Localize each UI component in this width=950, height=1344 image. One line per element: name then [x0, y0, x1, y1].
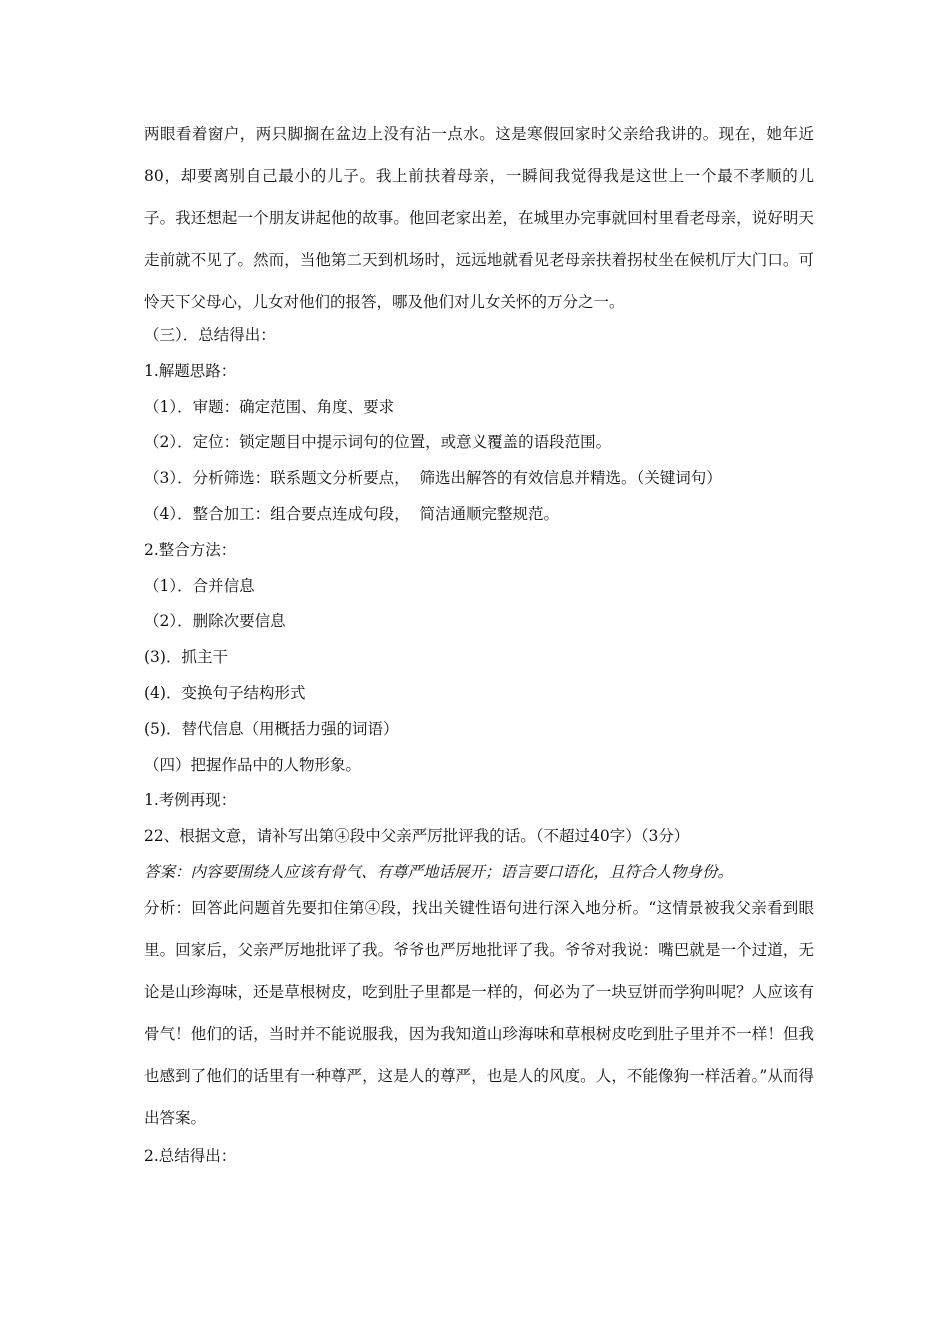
method-item: （2）．删除次要信息 — [144, 612, 286, 631]
summary-title: 2.总结得出： — [144, 1146, 237, 1165]
question-text: 22、根据文意，请补写出第④段中父亲严厉批评我的话。（不超过40字）（3分） — [144, 827, 690, 846]
method-item: （1）．合并信息 — [144, 576, 255, 595]
section-3 — [144, 318, 814, 748]
analysis-text: 分析：回答此问题首先要扣住第④段，找出关键性语句进行深入地分析。“这情景被我父亲看到眼里。回家后，父亲严厉地批评了我。爷爷也严厉地批评了我。爷爷对我说：嘴巴就是一个过道，无论是山珍海味，还是草根树皮，吃到肚子里都是一样的，何必为了一块豆饼而学狗叫呢？人应该有骨气！他们的话，当时并不能说服我，因为我知道山珍海味和草根树皮吃到肚子里并不一样！但我也感到了他们的话里有一种尊严，这是人的尊严，也是人的风度。人，不能像狗一样活着。”从而得出答案。 — [144, 898, 814, 1127]
section-4-heading: （四）把握作品中的人物形象。 — [144, 755, 362, 774]
answer-text: 答案：内容要围绕人应该有骨气、有尊严地话展开；语言要口语化，且符合人物身份。 — [144, 862, 734, 881]
section-4 — [144, 748, 814, 1175]
step-item: （4）．整合加工：组合要点连成句段， 简洁通顺完整规范。 — [144, 504, 559, 523]
story-paragraph: 两眼看着窗户，两只脚搁在盆边上没有沾一点水。这是寒假回家时父亲给我讲的。现在，她年近80，却要离别自己最小的儿子。我上前扶着母亲，一瞬间我觉得我是这世上一个最不孝顺的儿子。我还想起一个朋友讲起他的故事。他回老家出差，在城里办完事就回村里看老母亲，说好明天走前就不见了。然而，当他第二天到机场时，远远地就看见老母亲扶着拐杖坐在候机厅大门口。可怜天下父母心，儿女对他们的报答，哪及他们对儿女关怀的万分之一。 — [144, 125, 814, 311]
method-item: (4)．变换句子结构形式 — [144, 683, 306, 702]
method-item: (5)．替代信息（用概括力强的词语） — [144, 719, 399, 738]
problem-solving-title: 1.解题思路： — [144, 361, 237, 380]
example-title: 1.考例再现： — [144, 791, 237, 810]
document-page — [144, 112, 814, 1175]
section-3-heading: （三）．总结得出： — [144, 326, 276, 344]
method-item: (3)．抓主干 — [144, 648, 228, 667]
step-item: （1）．审题：确定范围、角度、要求 — [144, 397, 395, 416]
step-item: （2）．定位：锁定题目中提示词句的位置，或意义覆盖的语段范围。 — [144, 433, 612, 452]
integration-methods-title: 2.整合方法： — [144, 540, 237, 559]
step-item: （3）．分析筛选：联系题文分析要点， 筛选出解答的有效信息并精选。（关键词句） — [144, 469, 722, 488]
